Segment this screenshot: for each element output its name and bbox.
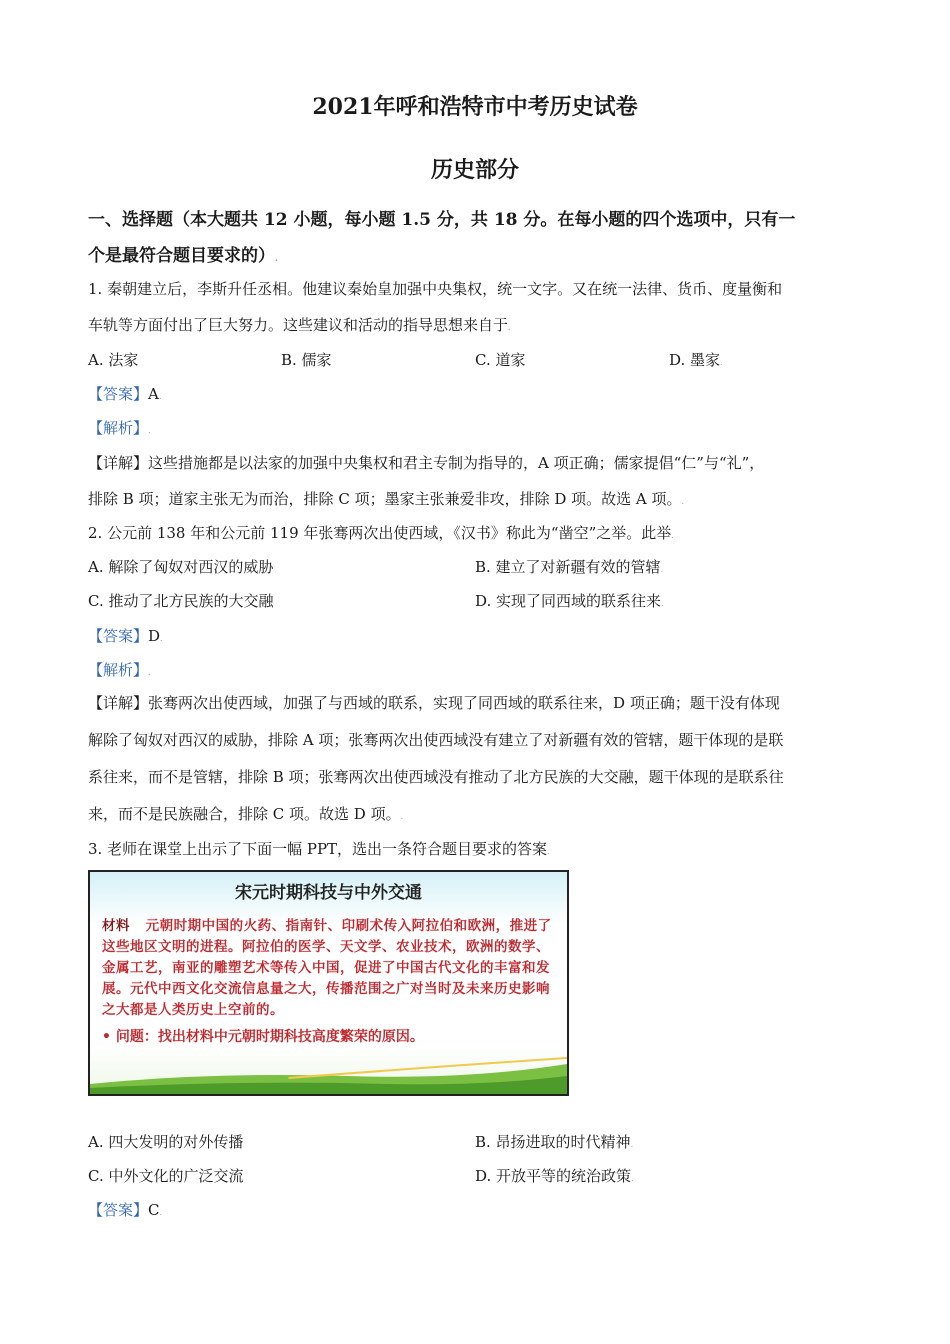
- q1-option-b: B. 儒家: [281, 351, 332, 369]
- q3-option-c: C. 中外文化的广泛交流: [88, 1167, 244, 1185]
- section-heading-line2: 个是最符合题目要求的）.: [88, 246, 278, 266]
- q1-option-a: A. 法家: [88, 351, 139, 369]
- q3-stem-line1: 3. 老师在课堂上出示了下面一幅 PPT，选出一条符合题目要求的答案.: [88, 840, 550, 858]
- q1-option-c: C. 道家: [475, 351, 526, 369]
- q3-answer: 【答案】C.: [88, 1201, 163, 1219]
- ppt-green-wave-decoration: [90, 1054, 567, 1094]
- q3-option-b: B. 昂扬进取的时代精神.: [475, 1133, 634, 1151]
- q2-detail-line4: 来，而不是民族融合，排除 C 项。故选 D 项。.: [88, 805, 404, 823]
- q1-detail-line2: 排除 B 项；道家主张无为而治，排除 C 项；墨家主张兼爱非攻，排除 D 项。故选 A 项。.: [88, 490, 685, 508]
- q1-detail-line1: 【详解】这些措施都是以法家的加强中央集权和君主专制为指导的，A 项正确；儒家提倡“仁”与“礼”，: [88, 454, 765, 472]
- q2-option-b: B. 建立了对新疆有效的管辖.: [475, 558, 664, 576]
- q2-option-d: D. 实现了同西域的联系往来.: [475, 592, 664, 610]
- q1-option-d: D. 墨家.: [669, 351, 723, 369]
- q1-analysis: 【解析】.: [88, 419, 151, 437]
- q2-answer: 【答案】D.: [88, 627, 163, 645]
- q1-stem-line1: 1. 秦朝建立后，李斯升任丞相。他建议秦始皇加强中央集权，统一文字。又在统一法律、货币、度量衡和: [88, 280, 783, 298]
- q2-detail-line1: 【详解】张骞两次出使西域，加强了与西域的联系，实现了同西域的联系往来，D 项正确；题干没有体现: [88, 694, 780, 712]
- ppt-slide-image: [88, 870, 569, 1096]
- ppt-material-text: 材料 元朝时期中国的火药、指南针、印刷术传入阿拉伯和欧洲，推进了这些地区文明的进程。阿拉伯的医学、天文学、农业技术，欧洲的数学、金属工艺，南亚的雕塑艺术等传入中国，促进了中国古代文化的丰富和发展。元代中西文化交流信息量之大，传播范围之广对当时及未来历史影响之大都是人类历史上空前的。: [102, 918, 552, 1018]
- q2-option-c: C. 推动了北方民族的大交融: [88, 592, 274, 610]
- page-title: 2021年呼和浩特市中考历史试卷: [312, 94, 638, 120]
- q2-stem-line1: 2. 公元前 138 年和公元前 119 年张骞两次出使西域，《汉书》称此为“凿空”之举。此举.: [88, 524, 674, 542]
- q2-detail-line3: 系往来，而不是管辖，排除 B 项；张骞两次出使西域没有推动了北方民族的大交融，题干体现的是联系往: [88, 768, 784, 786]
- ppt-title: 宋元时期科技与中外交通: [235, 883, 422, 903]
- q1-answer: 【答案】A.: [88, 385, 162, 403]
- q3-option-d: D. 开放平等的统治政策.: [475, 1167, 634, 1185]
- page-subtitle: 历史部分: [430, 157, 519, 183]
- q3-option-a: A. 四大发明的对外传播: [88, 1133, 244, 1151]
- ppt-question: • 问题：找出材料中元朝时期科技高度繁荣的原因。: [102, 1029, 424, 1045]
- q2-option-a: A. 解除了匈奴对西汉的威胁: [88, 558, 274, 576]
- q2-analysis: 【解析】.: [88, 661, 151, 679]
- q2-detail-line2: 解除了匈奴对西汉的威胁，排除 A 项；张骞两次出使西域没有建立了对新疆有效的管辖，题干体现的是联: [88, 731, 784, 749]
- section-heading-line1: 一、选择题（本大题共 12 小题，每小题 1.5 分，共 18 分。在每小题的四个选项中，只有一: [88, 210, 796, 230]
- q1-stem-line2: 车轨等方面付出了巨大努力。这些建议和活动的指导思想来自于.: [88, 316, 511, 334]
